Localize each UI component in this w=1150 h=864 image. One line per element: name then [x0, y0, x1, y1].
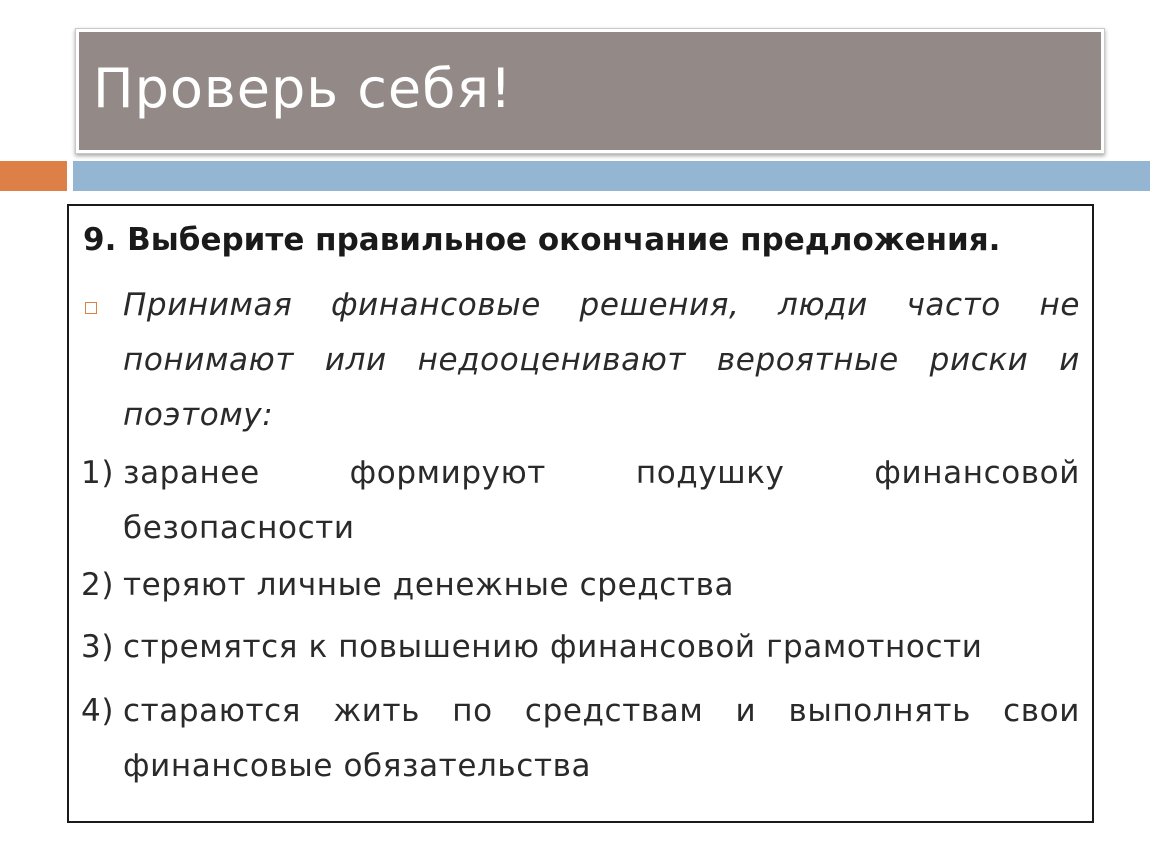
option-number: 1) — [81, 455, 115, 491]
option-text: теряют личные денежные средства — [123, 567, 735, 603]
accent-bar-orange — [0, 161, 67, 191]
title-banner — [79, 32, 1101, 150]
option-number: 3) — [81, 629, 115, 665]
option-number: 2) — [81, 567, 115, 603]
answer-option-4[interactable] — [81, 684, 1080, 794]
answer-option-1[interactable] — [81, 446, 1080, 556]
answer-option-3[interactable] — [81, 620, 1080, 675]
option-number: 4) — [81, 693, 115, 729]
slide-title: Проверь себя! — [93, 57, 513, 120]
option-text: стремятся к повышению финансовой грамотности — [123, 629, 983, 665]
accent-bar-blue — [73, 161, 1150, 191]
answer-option-2[interactable] — [81, 558, 1080, 613]
option-text: заранее формируют подушку финансовой безопасности — [123, 455, 1080, 546]
option-text: стараются жить по средствам и выполнять свои финансовые обязательства — [123, 693, 1080, 784]
square-bullet-icon — [85, 302, 97, 314]
question-box — [67, 204, 1094, 823]
title-frame — [75, 28, 1105, 154]
question-title: 9. Выберите правильное окончание предложения. — [83, 222, 1001, 258]
question-intro: Принимая финансовые решения, люди часто не понимают или недооценивают вероятные риски и поэтому: — [123, 287, 1080, 433]
